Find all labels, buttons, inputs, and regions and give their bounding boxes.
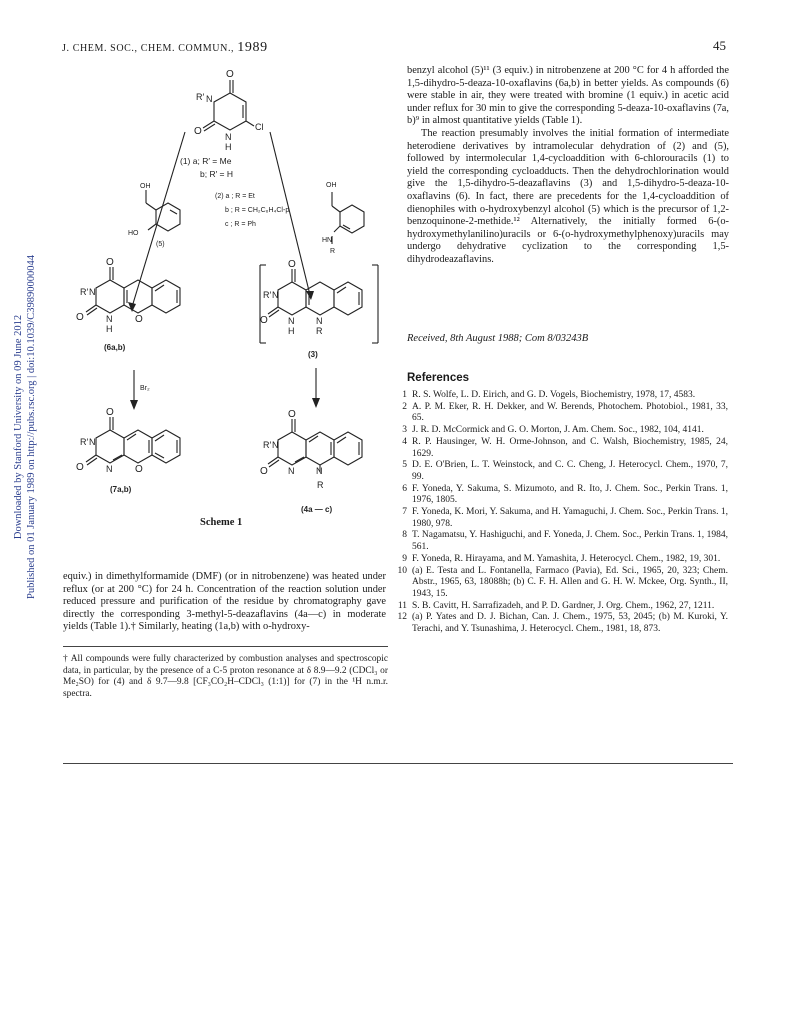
scheme-caption: Scheme 1	[200, 517, 243, 528]
journal-year: 1989	[237, 40, 268, 55]
svg-text:R: R	[330, 248, 336, 255]
reference-item: 1 R. S. Wolfe, L. D. Eirich, and G. D. Vogels, Biochemistry, 1978, 17, 4583.	[402, 390, 696, 400]
reference-item: 7 F. Yoneda, K. Mori, Y. Sakuma, and H. Yamaguchi, J. Chem. Soc., Perkin Trans. 1, 1980, 978.	[402, 507, 728, 529]
svg-text:O: O	[288, 409, 296, 420]
published-notice: Published on 01 January 1989 on http://pubs.rsc.org | doi:10.1039/C39890000044	[26, 254, 37, 600]
compound-7-structure	[86, 417, 180, 465]
svg-text:H: H	[288, 326, 295, 336]
svg-text:N: N	[106, 464, 113, 474]
svg-text:(2) a ; R = Et: (2) a ; R = Et	[215, 193, 255, 200]
svg-text:(7a,b): (7a,b)	[110, 485, 132, 494]
reference-item: 4 R. P. Hausinger, W. H. Orme-Johnson, and C. Walsh, Biochemistry, 1985, 24, 1629.	[402, 436, 728, 459]
svg-text:N: N	[206, 94, 213, 104]
page-number: 45	[713, 38, 726, 53]
footnote: † All compounds were fully characterized by combustion analyses and spectroscopic data, in particular, by the presence of a C-5 proton resonance at δ 8.9—9.2 (CDCl₃ or Me₂SO) for (4) and δ 9.7—9.8 [CF₃CO₂H–CDCl₃ (1:1)] for (7) in the ¹H n.m.r. spectra.	[63, 654, 388, 699]
svg-text:N: N	[316, 466, 323, 476]
svg-text:R′: R′	[80, 437, 89, 447]
compound-2-structure	[332, 192, 364, 244]
reference-item: 9 F. Yoneda, R. Hirayama, and M. Yamashita, J. Heterocycl. Chem., 1982, 19, 301.	[402, 553, 721, 564]
right-column	[407, 65, 729, 267]
svg-text:(1) a; R′ = Me: (1) a; R′ = Me	[180, 156, 232, 166]
compound-5-structure	[146, 190, 180, 231]
references-heading: References	[407, 372, 470, 384]
svg-text:R: R	[316, 326, 323, 336]
svg-text:O: O	[135, 314, 143, 325]
compound-4-structure	[268, 419, 362, 472]
page-bottom-rule	[63, 763, 733, 764]
compound-1-structure	[203, 80, 254, 131]
svg-text:O: O	[76, 312, 84, 323]
svg-text:N: N	[288, 316, 295, 326]
reference-item: 11 S. B. Cavitt, H. Sarrafizadeh, and P. D. Gardner, J. Org. Chem., 1962, 27, 1211.	[397, 600, 715, 611]
svg-text:b ; R = CH₂C₆H₄Cl-p: b ; R = CH₂C₆H₄Cl-p	[225, 207, 290, 214]
right-paragraph-1: benzyl alcohol (5)¹¹ (3 equiv.) in nitrobenzene at 200 °C for 4 h afforded the 1,5-dihydro-5-deaza-10-oxaflavins (6a,b) in better yields. As compounds (6) were stable in air, they were treated with bromine (1 equiv.) in acetic acid under reflux for 30 min to give the corresponding 5-deaza-10-oxaflavins (7a, b)⁹ in almost quantitative yields (Table 1).	[407, 65, 729, 127]
left-paragraph: equiv.) in dimethylformamide (DMF) (or in nitrobenzene) was heated under reflux (or at 200 °C) for 24 h. Concentration of the reaction solution under reduced pressure and purification of the residue by chromatography gave directly the corresponding 3-methyl-5-deazaflavins (4a—c) in moderate yields (Table 1).† Similarly, heating (1a,b) with o-hydroxy-	[63, 571, 386, 633]
references-list	[388, 390, 728, 636]
reference-item: 5 D. E. O'Brien, L. T. Weinstock, and C. C. Cheng, J. Heterocycl. Chem., 1970, 7, 99.	[402, 460, 728, 482]
svg-text:O: O	[226, 69, 234, 80]
svg-text:O: O	[106, 407, 114, 418]
svg-text:HN: HN	[322, 237, 333, 244]
svg-text:(5): (5)	[156, 241, 165, 248]
svg-text:b; R′ = H: b; R′ = H	[200, 169, 234, 179]
svg-text:N: N	[106, 314, 113, 324]
svg-text:N: N	[225, 132, 232, 142]
svg-text:R: R	[317, 480, 324, 490]
svg-text:(4a — c): (4a — c)	[301, 505, 333, 514]
received-line: Received, 8th August 1988; Com 8/03243B	[407, 333, 589, 344]
download-notice: Downloaded by Stanford University on 09 June 2012	[13, 314, 24, 540]
right-paragraph-2: The reaction presumably involves the initial formation of intermediate heterodiene derivatives by intramolecular dehydration of (2) and (5), followed by intermolecular 1,4-cycloaddition with 6-chlorouracils (1) to yield the corresponding cycloadducts. Then the dehydrochlorination would give the 1,5-dihydro-5-deazaflavins (3) and 1,5-dihydro-5-deaza-10-oxaflavins (6). In fact, there are precedents for the 1,4-cycloaddition of dienophiles with o-hydroxybenzyl alcohol (5) which is the precursor of 1,2-benzoquinone-2-methide.¹² Alternatively, the initially formed 6-(o-hydroxymethylanilino)uracils or 6-(o-hydroxymethylphenoxy)uracils may undergo dehydrative cyclization to the corresponding 1,5-dihydrodeazaflavins.	[407, 127, 729, 265]
svg-text:O: O	[260, 315, 268, 326]
svg-text:R′: R′	[80, 287, 89, 297]
reference-item: 12 (a) P. Yates and D. J. Bichan, Can. J. Chem., 1975, 53, 2045; (b) M. Kuroki, Y. Terachi, and Y. Tsunashima, J. Heterocycl. Chem., 1981, 18, 873.	[397, 612, 728, 635]
svg-text:N: N	[288, 466, 295, 476]
running-header	[62, 40, 268, 56]
svg-text:Br₂: Br₂	[140, 385, 150, 392]
svg-text:N: N	[89, 287, 96, 297]
reference-item: 10 (a) E. Testa and L. Fontanella, Farmaco (Pavia), Ed. Sci., 1965, 20, 323; Chem. Abstr., 1965, 63, 18088h; (b) C. F. H. Allen and G. H. W. Mckee, Org. Synth., II, 1943, 15.	[397, 565, 728, 599]
svg-text:R′: R′	[263, 290, 272, 300]
svg-text:HO: HO	[128, 230, 139, 237]
svg-text:O: O	[260, 466, 268, 477]
left-column	[63, 571, 386, 634]
svg-text:(6a,b): (6a,b)	[104, 343, 126, 352]
svg-text:c ; R = Ph: c ; R = Ph	[225, 221, 256, 228]
reference-item: 8 T. Nagamatsu, Y. Hashiguchi, and F. Yoneda, J. Chem. Soc., Perkin Trans. 1, 1984, 561.	[402, 530, 728, 553]
svg-text:O: O	[135, 464, 143, 475]
footnote-rule	[63, 646, 388, 647]
svg-text:O: O	[76, 462, 84, 473]
journal-name: J. CHEM. SOC., CHEM. COMMUN.,	[62, 43, 235, 54]
svg-text:N: N	[272, 440, 279, 450]
svg-text:N: N	[272, 290, 279, 300]
svg-text:O: O	[288, 259, 296, 270]
svg-text:OH: OH	[140, 183, 151, 190]
svg-text:H: H	[225, 142, 232, 152]
svg-text:O: O	[194, 126, 202, 137]
svg-text:H: H	[106, 324, 113, 334]
svg-text:R′: R′	[263, 440, 272, 450]
svg-text:Cl: Cl	[255, 122, 264, 132]
scheme-1	[60, 60, 390, 560]
reference-item: 6 F. Yoneda, Y. Sakuma, S. Mizumoto, and R. Ito, J. Chem. Soc., Perkin Trans. 1, 1976, 1805.	[402, 483, 728, 506]
reference-item: 3 J. R. D. McCormick and G. O. Morton, J. Am. Chem. Soc., 1982, 104, 4141.	[402, 425, 704, 436]
svg-text:N: N	[316, 316, 323, 326]
svg-text:R′: R′	[196, 92, 205, 102]
svg-text:(3): (3)	[308, 350, 318, 359]
reference-item: 2 A. P. M. Eker, R. H. Dekker, and W. Berends, Photochem. Photobiol., 1981, 33, 65.	[402, 401, 728, 424]
svg-text:OH: OH	[326, 182, 337, 189]
svg-text:O: O	[106, 257, 114, 268]
svg-text:N: N	[89, 437, 96, 447]
